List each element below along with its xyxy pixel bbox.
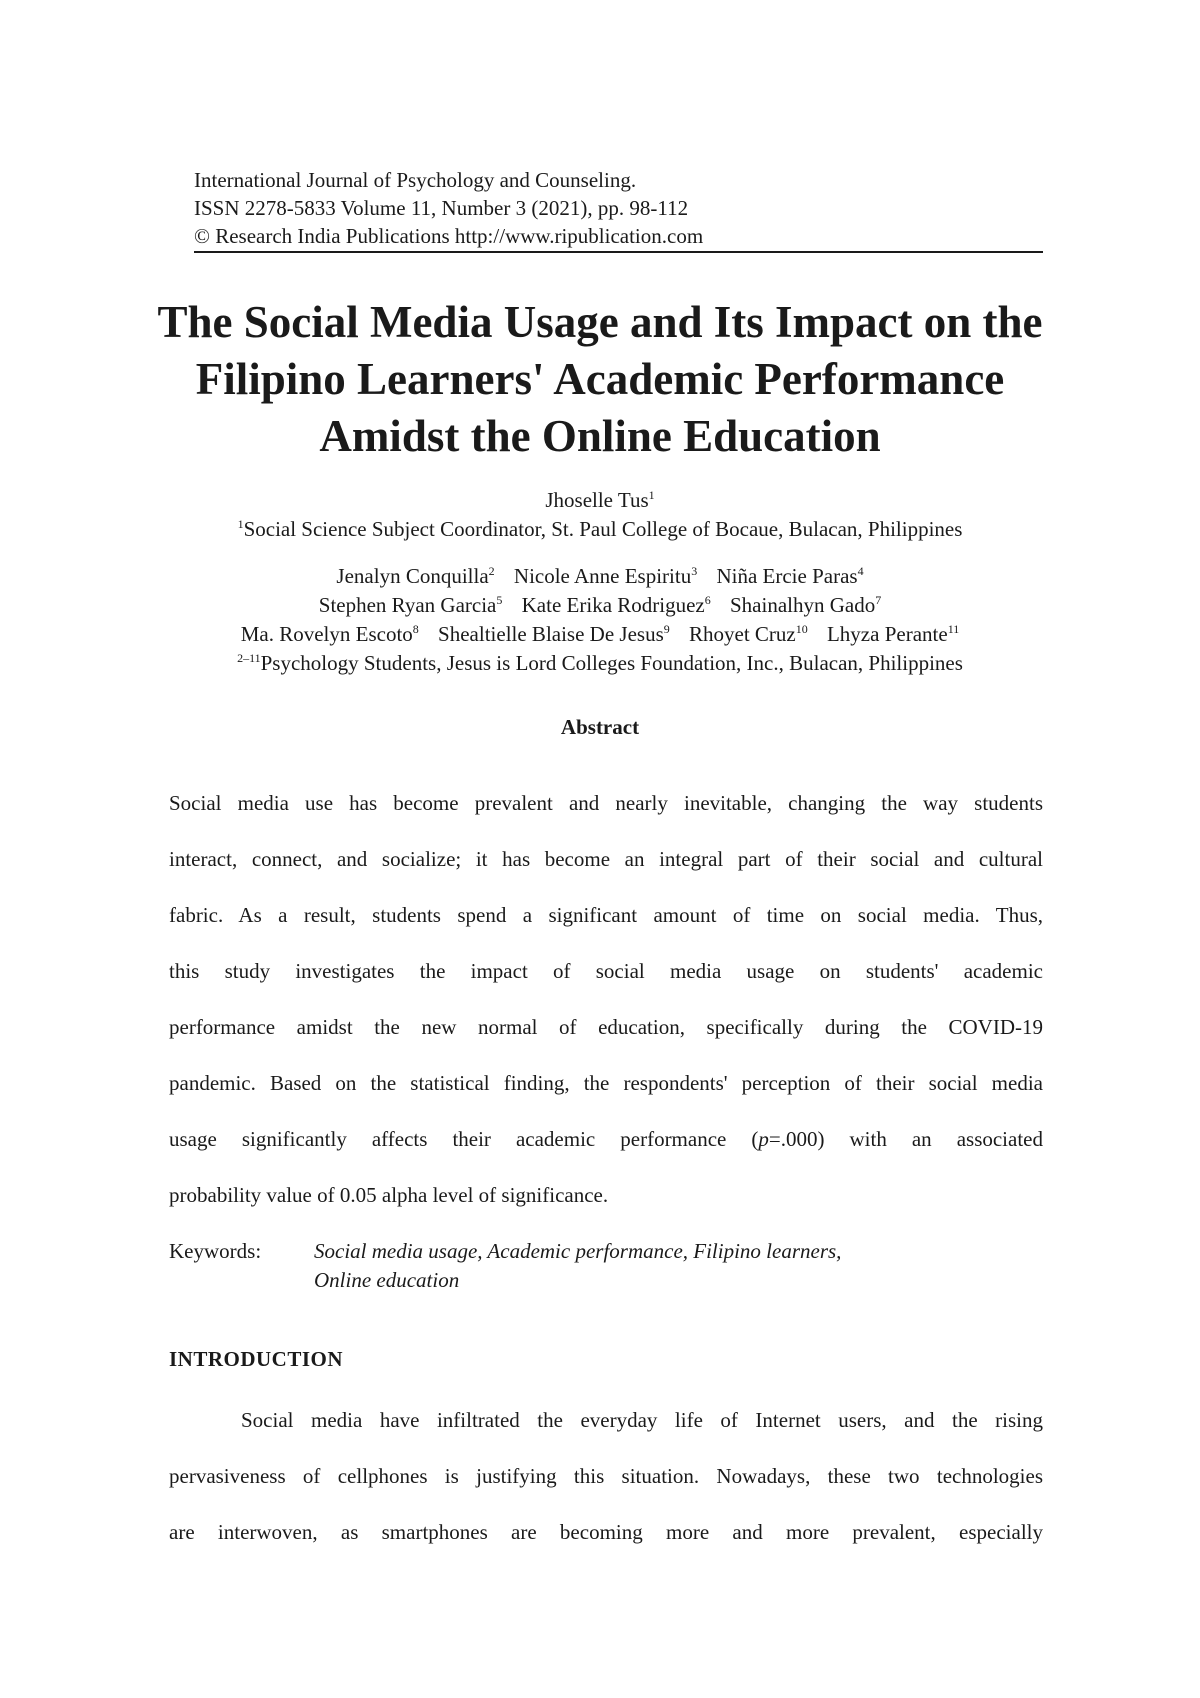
abstract-line: pandemic. Based on the statistical finding, the respondents' perception of their social media	[169, 1071, 1043, 1095]
intro-line: pervasiveness of cellphones is justifying this situation. Nowadays, these two technologies	[169, 1464, 1043, 1488]
author-name: Kate Erika Rodriguez	[521, 593, 705, 617]
title-line: Filipino Learners' Academic Performance	[195, 354, 1005, 404]
primary-author: Jhoselle Tus$^1$	[545, 488, 655, 512]
intro-line: are interwoven, as smartphones are becoming more and more prevalent, especially	[169, 1520, 1043, 1544]
introduction-heading: INTRODUCTION	[169, 1347, 344, 1371]
abstract-line: fabric. As a result, students spend a significant amount of time on social media. Thus,	[169, 903, 1043, 927]
author-name: Ma. Rovelyn Escoto	[240, 622, 413, 646]
coauthors-block	[100, 562, 1100, 678]
author-name: Rhoyet Cruz	[689, 622, 796, 646]
keywords-values: Social media usage, Academic performance, Filipino learners, Online education	[314, 1239, 842, 1292]
abstract-line: usage significantly affects their academic performance (p=.000) with an associated	[169, 1127, 1043, 1151]
coauthor-line: Ma. Rovelyn Escoto$^8$ Shealtielle Blaise De Jesus$^9$ Rhoyet Cruz$^{10}$ Lhyza Perante$^{11}$	[240, 622, 960, 646]
issn-line: ISSN 2278-5833 Volume 11, Number 3 (2021), pp. 98-112	[194, 196, 689, 220]
title-line: The Social Media Usage and Its Impact on the	[157, 297, 1043, 347]
abstract-line: interact, connect, and socialize; it has become an integral part of their social and cultural	[169, 847, 1043, 871]
coauthor-line: Jenalyn Conquilla$^2$ Nicole Anne Espiritu$^3$ Niña Ercie Paras$^4$	[336, 564, 864, 588]
author-name: Nicole Anne Espiritu	[513, 564, 692, 588]
title-line: Amidst the Online Education	[319, 411, 881, 461]
primary-author-block	[100, 486, 1100, 544]
abstract-body	[169, 775, 1043, 1223]
author-name: Shealtielle Blaise De Jesus	[438, 622, 664, 646]
abstract-line: Social media use has become prevalent and nearly inevitable, changing the way students	[169, 791, 1043, 815]
author-name: Shainalhyn Gado	[729, 593, 876, 617]
keywords-label: Keywords:	[169, 1239, 262, 1263]
journal-header	[194, 166, 1043, 253]
journal-name: International Journal of Psychology and Counseling.	[194, 168, 637, 192]
abstract-line: probability value of 0.05 alpha level of significance.	[169, 1183, 609, 1207]
paper-title	[100, 294, 1100, 465]
abstract-line: performance amidst the new normal of education, specifically during the COVID-19	[169, 1015, 1043, 1039]
author-name: Niña Ercie Paras	[716, 564, 858, 588]
author-name: Lhyza Perante	[826, 622, 948, 646]
coauthor-line: Stephen Ryan Garcia$^5$ Kate Erika Rodriguez$^6$ Shainalhyn Gado$^7$	[318, 593, 882, 617]
introduction-body	[169, 1392, 1043, 1560]
abstract-line: this study investigates the impact of social media usage on students' academic	[169, 959, 1043, 983]
author-name: Jenalyn Conquilla	[336, 564, 489, 588]
abstract-heading: Abstract	[560, 715, 640, 739]
coauthors-affiliation: $^{2-11}$Psychology Students, Jesus is Lord Colleges Foundation, Inc., Bulacan, Philippines	[237, 651, 963, 675]
publisher-line: © Research India Publications http://www.ripublication.com	[194, 224, 704, 248]
intro-line: Social media have infiltrated the everyday life of Internet users, and the rising	[241, 1408, 1043, 1432]
primary-affiliation: $^1$Social Science Subject Coordinator, St. Paul College of Bocaue, Bulacan, Philippines	[237, 517, 963, 541]
author-name: Stephen Ryan Garcia	[318, 593, 497, 617]
